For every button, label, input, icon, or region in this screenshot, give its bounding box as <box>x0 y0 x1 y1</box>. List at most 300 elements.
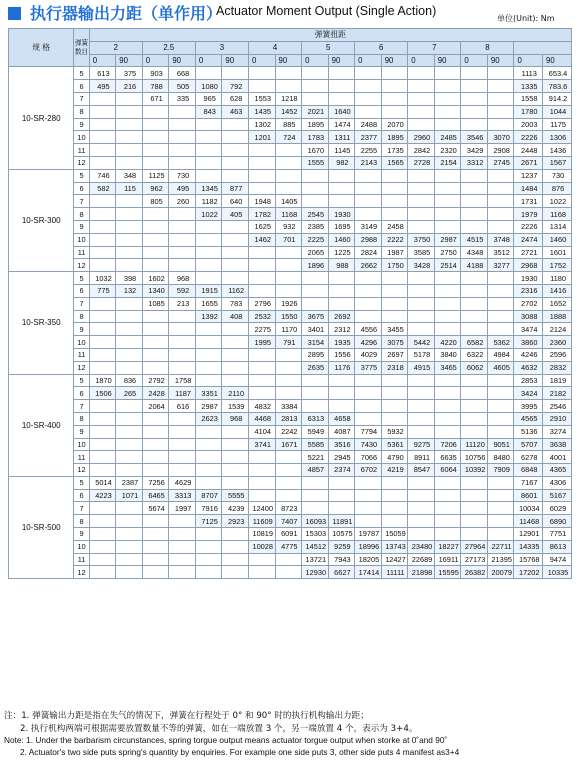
torque-end-value-cell: 17202 <box>514 566 543 579</box>
note-en-2: 2. Actuator's two side puts spring's quantity by enquiries. For example one side puts 3, other side puts 4 manifest as3+4 <box>20 746 460 757</box>
empty-cell <box>487 80 514 93</box>
torque-end-value-cell: 3274 <box>543 425 572 438</box>
torque-value-cell: 2728 <box>408 156 435 169</box>
empty-cell <box>222 464 249 477</box>
empty-cell <box>89 144 116 157</box>
torque-end-value-cell: 2316 <box>514 284 543 297</box>
torque-value-cell: 2488 <box>355 118 382 131</box>
torque-value-cell: 2988 <box>355 233 382 246</box>
empty-cell <box>328 169 355 182</box>
torque-value-cell: 1071 <box>116 489 143 502</box>
empty-cell <box>116 348 143 361</box>
empty-cell <box>381 387 408 400</box>
empty-cell <box>169 348 196 361</box>
table-row <box>9 246 572 259</box>
torque-value-cell: 965 <box>195 92 222 105</box>
empty-cell <box>408 476 435 489</box>
torque-value-cell: 1182 <box>195 195 222 208</box>
torque-end-value-cell: 1180 <box>543 272 572 285</box>
empty-cell <box>408 400 435 413</box>
torque-value-cell: 5221 <box>302 451 329 464</box>
empty-cell <box>222 553 249 566</box>
torque-value-cell: 671 <box>142 92 169 105</box>
empty-cell <box>302 502 329 515</box>
empty-cell <box>355 489 382 502</box>
torque-value-cell: 2987 <box>195 400 222 413</box>
torque-end-value-cell: 730 <box>543 169 572 182</box>
torque-value-cell: 5442 <box>408 336 435 349</box>
empty-cell <box>222 566 249 579</box>
empty-cell <box>328 476 355 489</box>
empty-cell <box>195 361 222 374</box>
empty-cell <box>195 540 222 553</box>
torque-value-cell: 1168 <box>275 208 302 221</box>
torque-value-cell: 11891 <box>328 515 355 528</box>
empty-cell <box>408 272 435 285</box>
torque-value-cell: 21395 <box>487 553 514 566</box>
torque-end-value-cell: 14335 <box>514 540 543 553</box>
empty-cell <box>461 92 488 105</box>
empty-cell <box>461 105 488 118</box>
note-cn-1: 注：1. 弹簧输出力距是指在失气的情况下，弹簧在行程处于 0° 和 90° 时的执行机构输出力距； <box>4 711 369 721</box>
empty-cell <box>408 118 435 131</box>
torque-group-header: 弹簧扭距 <box>89 29 571 42</box>
empty-cell <box>116 566 143 579</box>
torque-value-cell: 3277 <box>487 259 514 272</box>
torque-value-cell: 3516 <box>328 438 355 451</box>
torque-value-cell: 2532 <box>248 310 275 323</box>
spring-count-cell: 9 <box>74 528 89 541</box>
empty-cell <box>434 169 461 182</box>
empty-cell <box>461 67 488 80</box>
empty-cell <box>434 182 461 195</box>
torque-end-value-cell: 2832 <box>543 361 572 374</box>
angle-header: 0 <box>514 54 543 67</box>
empty-cell <box>275 476 302 489</box>
table-row <box>9 412 572 425</box>
empty-cell <box>169 451 196 464</box>
torque-value-cell: 27964 <box>461 540 488 553</box>
empty-cell <box>487 169 514 182</box>
torque-value-cell: 9259 <box>328 540 355 553</box>
torque-value-cell: 2428 <box>142 387 169 400</box>
spring-count-cell: 9 <box>74 323 89 336</box>
table-row <box>9 144 572 157</box>
empty-cell <box>222 131 249 144</box>
empty-cell <box>328 67 355 80</box>
torque-value-cell: 3428 <box>408 259 435 272</box>
empty-cell <box>169 412 196 425</box>
empty-cell <box>169 246 196 259</box>
empty-cell <box>142 131 169 144</box>
torque-end-value-cell: 914.2 <box>543 92 572 105</box>
empty-cell <box>89 336 116 349</box>
empty-cell <box>248 348 275 361</box>
empty-cell <box>408 80 435 93</box>
torque-value-cell: 1452 <box>275 105 302 118</box>
torque-value-cell: 1926 <box>275 297 302 310</box>
torque-value-cell: 1915 <box>195 284 222 297</box>
table-row <box>9 476 572 489</box>
table-row <box>9 284 572 297</box>
empty-cell <box>195 131 222 144</box>
empty-cell <box>461 425 488 438</box>
table-row <box>9 336 572 349</box>
torque-value-cell: 3840 <box>434 348 461 361</box>
torque-value-cell: 843 <box>195 105 222 118</box>
torque-end-value-cell: 2474 <box>514 233 543 246</box>
empty-cell <box>142 438 169 451</box>
empty-cell <box>381 208 408 221</box>
empty-cell <box>328 297 355 310</box>
model-cell: 10-SR-400 <box>9 374 74 476</box>
torque-end-value-cell: 3474 <box>514 323 543 336</box>
torque-end-value-cell: 1460 <box>543 233 572 246</box>
torque-value-cell: 788 <box>142 80 169 93</box>
torque-value-cell: 3750 <box>408 233 435 246</box>
empty-cell <box>328 195 355 208</box>
empty-cell <box>222 425 249 438</box>
empty-cell <box>434 272 461 285</box>
empty-cell <box>355 80 382 93</box>
torque-value-cell: 1895 <box>381 131 408 144</box>
empty-cell <box>89 297 116 310</box>
empty-cell <box>142 464 169 477</box>
empty-cell <box>355 92 382 105</box>
empty-cell <box>302 489 329 502</box>
torque-value-cell: 8911 <box>408 451 435 464</box>
torque-end-value-cell: 2124 <box>543 323 572 336</box>
empty-cell <box>381 400 408 413</box>
torque-value-cell: 7206 <box>434 438 461 451</box>
torque-value-cell: 6091 <box>275 528 302 541</box>
table-row <box>9 220 572 233</box>
empty-cell <box>222 336 249 349</box>
torque-value-cell: 4629 <box>169 476 196 489</box>
torque-value-cell: 1555 <box>302 156 329 169</box>
torque-value-cell: 1655 <box>195 297 222 310</box>
empty-cell <box>142 208 169 221</box>
empty-cell <box>222 156 249 169</box>
torque-value-cell: 18996 <box>355 540 382 553</box>
torque-value-cell: 9275 <box>408 438 435 451</box>
torque-end-value-cell: 2226 <box>514 220 543 233</box>
empty-cell <box>116 400 143 413</box>
torque-value-cell: 701 <box>275 233 302 246</box>
torque-value-cell: 2750 <box>434 246 461 259</box>
empty-cell <box>169 553 196 566</box>
torque-end-value-cell: 653.4 <box>543 67 572 80</box>
empty-cell <box>116 412 143 425</box>
table-row <box>9 92 572 105</box>
title-english: Actuator Moment Output (Single Action) <box>216 4 437 18</box>
torque-value-cell: 1462 <box>248 233 275 246</box>
table-row <box>9 195 572 208</box>
empty-cell <box>434 80 461 93</box>
spring-count-cell: 5 <box>74 67 89 80</box>
torque-end-value-cell: 1335 <box>514 80 543 93</box>
empty-cell <box>195 425 222 438</box>
torque-value-cell: 14512 <box>302 540 329 553</box>
torque-value-cell: 1750 <box>381 259 408 272</box>
spring-set-header-row <box>9 41 572 54</box>
empty-cell <box>355 310 382 323</box>
torque-value-cell: 2485 <box>434 131 461 144</box>
empty-cell <box>355 182 382 195</box>
table-row <box>9 310 572 323</box>
torque-value-cell: 10819 <box>248 528 275 541</box>
torque-end-value-cell: 4565 <box>514 412 543 425</box>
torque-end-value-cell: 1930 <box>514 272 543 285</box>
torque-value-cell: 668 <box>169 67 196 80</box>
torque-value-cell: 11120 <box>461 438 488 451</box>
empty-cell <box>434 118 461 131</box>
empty-cell <box>408 220 435 233</box>
torque-value-cell: 1553 <box>248 92 275 105</box>
spring-count-cell: 9 <box>74 118 89 131</box>
torque-value-cell: 2110 <box>222 387 249 400</box>
torque-value-cell: 408 <box>222 310 249 323</box>
empty-cell <box>487 374 514 387</box>
empty-cell <box>355 387 382 400</box>
spring-count-cell: 5 <box>74 374 89 387</box>
empty-cell <box>434 425 461 438</box>
torque-value-cell: 20079 <box>487 566 514 579</box>
empty-cell <box>89 566 116 579</box>
torque-end-value-cell: 4306 <box>543 476 572 489</box>
torque-value-cell: 2320 <box>434 144 461 157</box>
torque-end-value-cell: 1022 <box>543 195 572 208</box>
torque-end-value-cell: 4246 <box>514 348 543 361</box>
empty-cell <box>116 246 143 259</box>
empty-cell <box>381 105 408 118</box>
empty-cell <box>328 502 355 515</box>
torque-end-value-cell: 2546 <box>543 400 572 413</box>
torque-value-cell: 5014 <box>89 476 116 489</box>
empty-cell <box>222 540 249 553</box>
spring-count-cell: 11 <box>74 246 89 259</box>
empty-cell <box>408 208 435 221</box>
torque-value-cell: 613 <box>89 67 116 80</box>
torque-value-cell: 1170 <box>275 323 302 336</box>
torque-value-cell: 10392 <box>461 464 488 477</box>
torque-end-value-cell: 2448 <box>514 144 543 157</box>
empty-cell <box>434 489 461 502</box>
torque-value-cell: 3512 <box>487 246 514 259</box>
torque-value-cell: 2225 <box>302 233 329 246</box>
torque-end-value-cell: 1175 <box>543 118 572 131</box>
empty-cell <box>116 131 143 144</box>
torque-end-value-cell: 10034 <box>514 502 543 515</box>
torque-end-value-cell: 2910 <box>543 412 572 425</box>
torque-value-cell: 2064 <box>142 400 169 413</box>
spring-count-cell: 10 <box>74 540 89 553</box>
empty-cell <box>89 105 116 118</box>
empty-cell <box>222 246 249 259</box>
torque-value-cell: 216 <box>116 80 143 93</box>
empty-cell <box>434 284 461 297</box>
empty-cell <box>381 284 408 297</box>
empty-cell <box>195 233 222 246</box>
torque-end-value-cell: 2671 <box>514 156 543 169</box>
empty-cell <box>116 105 143 118</box>
empty-cell <box>169 220 196 233</box>
empty-cell <box>328 400 355 413</box>
spring-set-header: 3 <box>195 41 248 54</box>
torque-value-cell: 2824 <box>355 246 382 259</box>
torque-value-cell: 1474 <box>328 118 355 131</box>
empty-cell <box>408 387 435 400</box>
torque-value-cell: 616 <box>169 400 196 413</box>
empty-cell <box>89 528 116 541</box>
empty-cell <box>222 272 249 285</box>
spring-count-cell: 12 <box>74 259 89 272</box>
empty-cell <box>328 80 355 93</box>
empty-cell <box>408 67 435 80</box>
spring-count-cell: 10 <box>74 336 89 349</box>
torque-value-cell: 3585 <box>408 246 435 259</box>
empty-cell <box>355 272 382 285</box>
torque-value-cell: 7430 <box>355 438 382 451</box>
empty-cell <box>434 476 461 489</box>
empty-cell <box>195 67 222 80</box>
torque-end-value-cell: 1306 <box>543 131 572 144</box>
torque-end-value-cell: 5707 <box>514 438 543 451</box>
unit-label: 单位(Unit): Nm <box>497 14 555 23</box>
torque-end-value-cell: 6278 <box>514 451 543 464</box>
torque-value-cell: 885 <box>275 118 302 131</box>
torque-value-cell: 1670 <box>302 144 329 157</box>
empty-cell <box>222 323 249 336</box>
empty-cell <box>487 118 514 131</box>
empty-cell <box>381 412 408 425</box>
torque-value-cell: 8723 <box>275 502 302 515</box>
empty-cell <box>487 323 514 336</box>
torque-value-cell: 2623 <box>195 412 222 425</box>
empty-cell <box>169 438 196 451</box>
empty-cell <box>248 144 275 157</box>
empty-cell <box>195 553 222 566</box>
torque-value-cell: 1080 <box>195 80 222 93</box>
empty-cell <box>195 438 222 451</box>
empty-cell <box>302 476 329 489</box>
empty-cell <box>169 515 196 528</box>
torque-value-cell: 1895 <box>302 118 329 131</box>
model-cell: 10-SR-350 <box>9 272 74 374</box>
torque-value-cell: 3455 <box>381 323 408 336</box>
table-row <box>9 425 572 438</box>
torque-value-cell: 2275 <box>248 323 275 336</box>
torque-value-cell: 1640 <box>328 105 355 118</box>
empty-cell <box>275 489 302 502</box>
empty-cell <box>248 156 275 169</box>
spring-count-cell: 6 <box>74 80 89 93</box>
spring-count-cell: 11 <box>74 553 89 566</box>
torque-end-value-cell: 8601 <box>514 489 543 502</box>
empty-cell <box>487 400 514 413</box>
empty-cell <box>169 233 196 246</box>
empty-cell <box>275 553 302 566</box>
empty-cell <box>461 528 488 541</box>
torque-value-cell: 4984 <box>487 348 514 361</box>
torque-value-cell: 10575 <box>328 528 355 541</box>
empty-cell <box>89 412 116 425</box>
torque-value-cell: 2514 <box>434 259 461 272</box>
empty-cell <box>461 118 488 131</box>
torque-value-cell: 12400 <box>248 502 275 515</box>
torque-value-cell: 4556 <box>355 323 382 336</box>
empty-cell <box>434 374 461 387</box>
table-row <box>9 169 572 182</box>
torque-value-cell: 4915 <box>408 361 435 374</box>
empty-cell <box>408 515 435 528</box>
torque-value-cell: 7916 <box>195 502 222 515</box>
torque-end-value-cell: 2182 <box>543 387 572 400</box>
torque-value-cell: 1930 <box>328 208 355 221</box>
empty-cell <box>275 80 302 93</box>
empty-cell <box>302 297 329 310</box>
spring-count-cell: 11 <box>74 451 89 464</box>
torque-value-cell: 724 <box>275 131 302 144</box>
angle-header: 0 <box>89 54 116 67</box>
spring-count-cell: 12 <box>74 464 89 477</box>
torque-value-cell: 775 <box>89 284 116 297</box>
angle-header: 90 <box>222 54 249 67</box>
empty-cell <box>487 412 514 425</box>
empty-cell <box>355 374 382 387</box>
empty-cell <box>142 528 169 541</box>
torque-value-cell: 1935 <box>328 336 355 349</box>
empty-cell <box>142 553 169 566</box>
torque-end-value-cell: 1819 <box>543 374 572 387</box>
empty-cell <box>487 284 514 297</box>
torque-value-cell: 8480 <box>487 451 514 464</box>
torque-value-cell: 4239 <box>222 502 249 515</box>
empty-cell <box>142 336 169 349</box>
empty-cell <box>89 515 116 528</box>
angle-header: 90 <box>275 54 302 67</box>
torque-value-cell: 4790 <box>381 451 408 464</box>
empty-cell <box>169 425 196 438</box>
torque-value-cell: 7909 <box>487 464 514 477</box>
torque-value-cell: 3775 <box>355 361 382 374</box>
empty-cell <box>355 169 382 182</box>
empty-cell <box>169 310 196 323</box>
empty-cell <box>195 374 222 387</box>
empty-cell <box>355 412 382 425</box>
empty-cell <box>222 233 249 246</box>
torque-value-cell: 968 <box>222 412 249 425</box>
table-row <box>9 387 572 400</box>
empty-cell <box>434 400 461 413</box>
empty-cell <box>89 438 116 451</box>
empty-cell <box>195 259 222 272</box>
empty-cell <box>222 476 249 489</box>
torque-value-cell: 213 <box>169 297 196 310</box>
torque-end-value-cell: 2003 <box>514 118 543 131</box>
empty-cell <box>408 502 435 515</box>
angle-header: 0 <box>142 54 169 67</box>
torque-value-cell: 22711 <box>487 540 514 553</box>
spring-set-header-empty <box>514 41 572 54</box>
spring-count-cell: 8 <box>74 105 89 118</box>
torque-value-cell: 6064 <box>434 464 461 477</box>
empty-cell <box>222 374 249 387</box>
empty-cell <box>487 387 514 400</box>
torque-value-cell: 1896 <box>302 259 329 272</box>
model-column-header: 规 格 <box>9 29 74 67</box>
empty-cell <box>381 182 408 195</box>
